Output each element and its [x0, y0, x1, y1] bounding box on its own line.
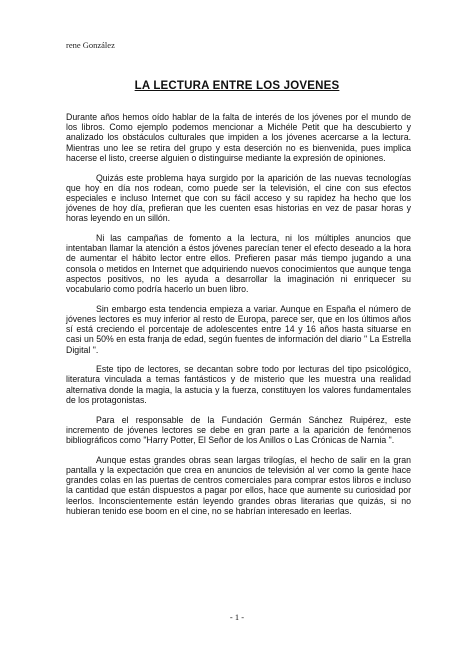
document-body	[66, 112, 411, 525]
paragraph-5: Este tipo de lectores, se decantan sobre todo por lecturas del tipo psicológico, literatura vinculada a temas fantásticos y de misterio que les muestra una realidad alternativa donde la magia, la astucia y la fuerza, constituyen los valores fundamentales de los protagonistas.	[66, 364, 411, 405]
paragraph-7: Aunque estas grandes obras sean largas trilogías, el hecho de salir en la gran pantalla y la expectación que crea en anuncios de televisión al ver como la gente hace grandes colas en las puertas de centros comerciales para comprar estos libros e incluso la cantidad que están dispuestos a pagar por ellos, hace que aumente su curiosidad por leerlos. Inconscientemente están leyendo grandes obras literarias que quizás, si no hubieran tenido ese boom en el cine, no se habrían interesado en leerlas.	[66, 454, 411, 516]
paragraph-4: Sin embargo esta tendencia empieza a variar. Aunque en España el número de jóvenes lectores es muy inferior al resto de Europa, parece ser, que en los últimos años sí está creciendo el porcentaje de adolescentes entre 14 y 16 años hasta situarse en casi un 50% en esta franja de edad, según fuentes de información del diario " La Estrella Digital ".	[66, 303, 411, 355]
document-title: LA LECTURA ENTRE LOS JOVENES	[134, 80, 340, 92]
paragraph-3: Ni las campañas de fomento a la lectura, ni los múltiples anuncios que intentaban llamar la atención a éstos jóvenes parecían tener el efecto deseado a la hora de aumentar el hábito lector entre ellos. Prefieren pasar más tiempo jugando a una consola o metidos en Internet que adquiriendo nuevos conocimientos que aunque tenga aspectos positivos, no les ayuda a desarrollar la imaginación ni enriquecer su vocabulario como podría hacerlo un buen libro.	[66, 233, 411, 295]
paragraph-2: Quizás este problema haya surgido por la aparición de las nuevas tecnologías que hoy en día nos rodean, como puede ser la televisión, el cine con sus efectos especiales e incluso Internet que con su fácil acceso y su rapidez ha hecho que los jóvenes de hoy día, prefieran que les cuenten esas historias en vez de pasar horas y horas leyendo en un sillón.	[66, 172, 411, 224]
author-header: rene González	[66, 40, 115, 50]
paragraph-6: Para el responsable de la Fundación Germán Sánchez Ruipérez, este incremento de jóvenes lectores se debe en gran parte a la aparición de fenómenos bibliográficos como "Harry Potter, El Señor de los Anillos o Las Crónicas de Narnia ".	[66, 414, 411, 445]
page-number: - 1 -	[229, 612, 245, 622]
paragraph-1: Durante años hemos oído hablar de la falta de interés de los jóvenes por el mundo de los libros. Como ejemplo podemos mencionar a Michéle Petit que ha descubierto y analizado los obstáculos culturales que impiden a los jóvenes acercarse a la lectura. Mientras uno lee se retira del grupo y esta deserción no es bienvenida, pues implica hacerse el listo, creerse alguien o distinguirse mediante la expresión de opiniones.	[66, 112, 411, 163]
